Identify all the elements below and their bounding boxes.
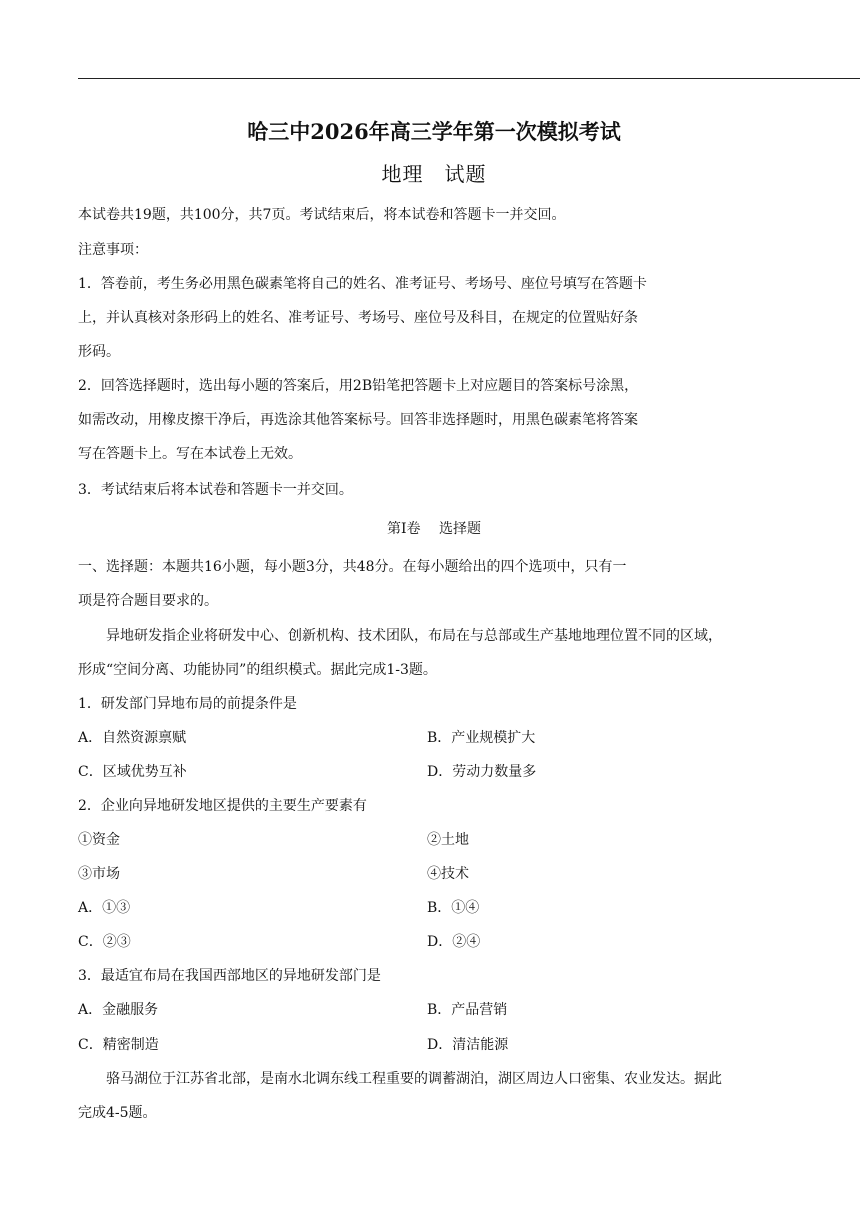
option-d: D．清洁能源 — [427, 1037, 509, 1053]
exam-subject: 地理 试题 — [381, 162, 487, 186]
exam-summary: 本试卷共19题，共100分，共7页。考试结束后，将本试卷和答题卡一并交回。 — [78, 207, 566, 223]
note-line: 上，并认真核对条形码上的姓名、准考证号、考场号、座位号及科目，在规定的位置贴好条 — [78, 310, 638, 326]
note-line: 1．答卷前，考生务必用黑色碳素笔将自己的姓名、准考证号、考场号、座位号填写在答题卡 — [78, 276, 647, 292]
choice-item: ④技术 — [427, 866, 469, 882]
option-b: B．产品营销 — [427, 1002, 508, 1018]
option-a: A．①③ — [78, 900, 131, 916]
option-a: A．自然资源禀赋 — [78, 730, 187, 746]
question-stem: 2．企业向异地研发地区提供的主要生产要素有 — [78, 798, 367, 814]
option-b: B．产业规模扩大 — [427, 730, 536, 746]
passage-text: 完成4-5题。 — [78, 1105, 157, 1121]
note-line: 形码。 — [78, 344, 120, 360]
question-stem: 3．最适宜布局在我国西部地区的异地研发部门是 — [78, 968, 381, 984]
option-b: B．①④ — [427, 900, 480, 916]
note-line: 写在答题卡上。写在本试卷上无效。 — [78, 446, 302, 462]
section-instruction: 项是符合题目要求的。 — [78, 593, 218, 609]
passage-text: 形成“空间分离、功能协同”的组织模式。据此完成1-3题。 — [78, 662, 437, 678]
option-c: C．区域优势互补 — [78, 764, 187, 780]
option-c: C．②③ — [78, 934, 131, 950]
choice-item: ②土地 — [427, 832, 469, 848]
option-d: D．劳动力数量多 — [427, 764, 537, 780]
note-line: 3．考试结束后将本试卷和答题卡一并交回。 — [78, 482, 353, 498]
exam-title: 哈三中2026年高三学年第一次模拟考试 — [247, 119, 621, 144]
note-line: 2．回答选择题时，选出每小题的答案后，用2B铅笔把答题卡上对应题目的答案标号涂黑， — [78, 378, 639, 394]
option-c: C．精密制造 — [78, 1037, 159, 1053]
notice-heading: 注意事项： — [78, 242, 148, 258]
passage-text: 骆马湖位于江苏省北部，是南水北调东线工程重要的调蓄湖泊，湖区周边人口密集、农业发达。据此 — [106, 1071, 722, 1087]
option-a: A．金融服务 — [78, 1002, 159, 1018]
question-stem: 1．研发部门异地布局的前提条件是 — [78, 696, 297, 712]
passage-text: 异地研发指企业将研发中心、创新机构、技术团队，布局在与总部或生产基地地理位置不同的区域， — [106, 628, 722, 644]
option-d: D．②④ — [427, 934, 481, 950]
header-rule — [78, 78, 860, 79]
section-instruction: 一、选择题：本题共16小题，每小题3分，共48分。在每小题给出的四个选项中，只有一 — [78, 559, 627, 575]
note-line: 如需改动，用橡皮擦干净后，再选涂其他答案标号。回答非选择题时，用黑色碳素笔将答案 — [78, 412, 638, 428]
choice-item: ③市场 — [78, 866, 120, 882]
section-heading: 第Ⅰ卷 选择题 — [387, 521, 481, 537]
choice-item: ①资金 — [78, 832, 120, 848]
